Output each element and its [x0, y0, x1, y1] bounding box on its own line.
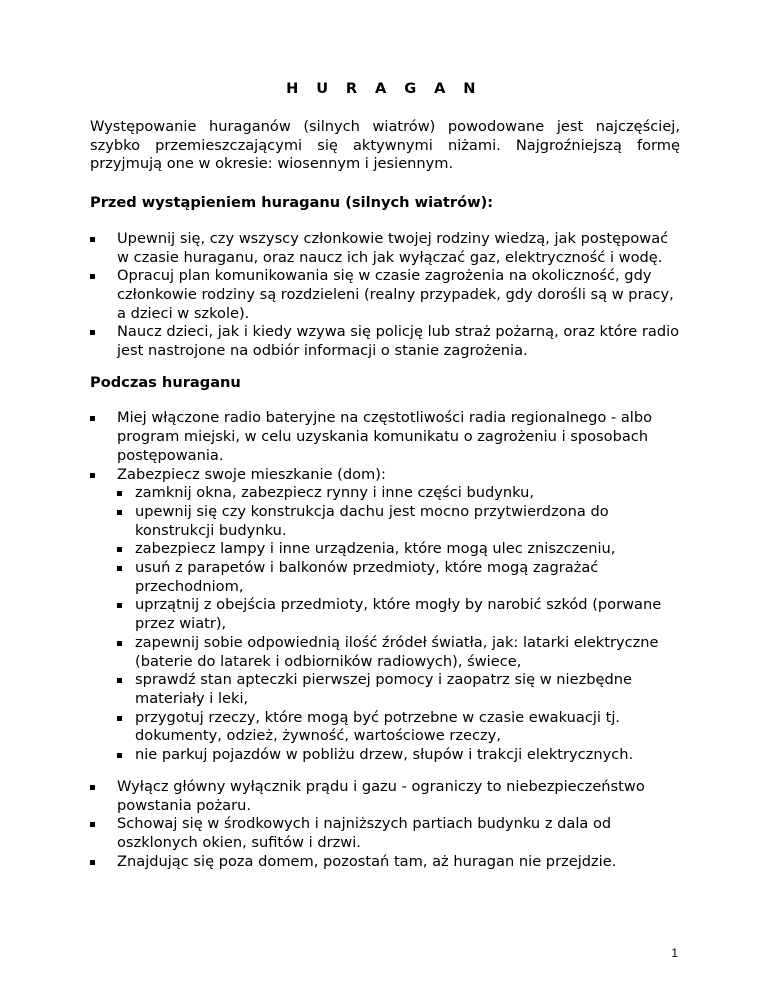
document-title: H U R A G A N	[286, 80, 482, 97]
sub-list-item-text: nie parkuj pojazdów w pobliżu drzew, słupów i trakcji elektrycznych.	[135, 746, 634, 764]
sub-list-item-text: upewnij się czy konstrukcja dachu jest mocno przytwierdzona do konstrukcji budynku.	[135, 502, 609, 539]
section-before-heading: Przed wystąpieniem huraganu (silnych wiatrów):	[90, 194, 494, 212]
document-body	[90, 118, 680, 884]
bullet-icon	[90, 785, 95, 790]
list-item	[90, 409, 680, 465]
section-during-heading: Podczas huraganu	[90, 373, 241, 391]
bullet-icon	[90, 274, 95, 279]
sub-list-item	[117, 484, 680, 503]
list-item-text: Opracuj plan komunikowania się w czasie zagrożenia na okoliczność, gdy członkowie rodziny są rozdzieleni (realny przypadek, gdy dorośli są w pracy, a dzieci w szkole).	[117, 267, 674, 322]
sub-list-item-text: uprzątnij z obejścia przedmioty, które mogły by narobić szkód (porwane przez wiatr),	[135, 596, 662, 633]
bullet-icon	[117, 491, 122, 496]
bullet-icon	[117, 753, 122, 758]
list-item-text: Miej włączone radio bateryjne na częstotliwości radia regionalnego - albo program miejski, w celu uzyskania komunikatu o zagrożeniu i sposobach postępowania.	[117, 409, 653, 464]
list-item-text: Upewnij się, czy wszyscy członkowie twojej rodziny wiedzą, jak postępować w czasie huraganu, oraz naucz ich jak wyłączać gaz, elektryczność i wodę.	[117, 229, 669, 266]
sub-list-item	[117, 634, 680, 671]
bullet-icon	[90, 330, 95, 335]
list-item-text: Znajdując się poza domem, pozostań tam, aż huragan nie przejdzie.	[117, 852, 617, 870]
list-item	[90, 815, 680, 852]
list-item	[90, 466, 680, 765]
sub-list-item	[117, 709, 680, 746]
secure-subitems-list	[117, 484, 680, 765]
bullet-icon	[90, 822, 95, 827]
list-item	[90, 230, 680, 267]
sub-list-item	[117, 503, 680, 540]
sub-list-item	[117, 596, 680, 633]
sub-list-item	[117, 746, 680, 765]
page-number: 1	[671, 946, 678, 960]
list-item	[90, 267, 680, 323]
list-item-text: Wyłącz główny wyłącznik prądu i gazu - ograniczy to niebezpieczeństwo powstania pożaru.	[117, 777, 645, 814]
sub-list-item-text: zapewnij sobie odpowiednią ilość źródeł światła, jak: latarki elektryczne (baterie do latarek i odbiorników radiowych), świece,	[135, 633, 659, 670]
list-item-text: Zabezpiecz swoje mieszkanie (dom):	[117, 465, 386, 483]
bullet-icon	[117, 603, 122, 608]
bullet-icon	[117, 547, 122, 552]
sub-list-item-text: usuń z parapetów i balkonów przedmioty, które mogą zagrażać przechodniom,	[135, 559, 599, 595]
list-item	[90, 778, 680, 815]
bullet-icon	[90, 860, 95, 865]
bullet-icon	[90, 416, 95, 421]
sub-list-item-text: zabezpiecz lampy i inne urządzenia, które mogą ulec zniszczeniu,	[135, 540, 616, 558]
sub-list-item	[117, 540, 680, 559]
sub-list-item-text: sprawdź stan apteczki pierwszej pomocy i zaopatrz się w niezbędne materiały i leki,	[135, 671, 632, 707]
list-item-text: Schowaj się w środkowych i najniższych partiach budynku z dala od oszklonych okien, sufitów i drzwi.	[117, 815, 612, 851]
sub-list-item-text: przygotuj rzeczy, które mogą być potrzebne w czasie ewakuacji tj. dokumenty, odzież, żywność, wartościowe rzeczy,	[135, 708, 621, 745]
bullet-icon	[117, 566, 122, 571]
bullet-icon	[90, 473, 95, 478]
intro-paragraph: Występowanie huraganów (silnych wiatrów) powodowane jest najczęściej, szybko przemieszczającymi się aktywnymi niżami. Najgroźniejszą formę przyjmują one w okresie: wiosennym i jesiennym.	[90, 118, 680, 173]
sub-list-item-text: zamknij okna, zabezpiecz rynny i inne części budynku,	[135, 484, 535, 502]
section-before-list	[90, 230, 680, 361]
bullet-icon	[117, 716, 122, 721]
bullet-icon	[117, 641, 122, 646]
bullet-icon	[117, 510, 122, 515]
list-item	[90, 853, 680, 872]
list-item-text: Naucz dzieci, jak i kiedy wzywa się policję lub straż pożarną, oraz które radio jest nastrojone na odbiór informacji o stanie zagrożenia.	[117, 323, 680, 360]
sub-list-item	[117, 671, 680, 708]
sub-list-item	[117, 559, 680, 596]
bullet-icon	[117, 678, 122, 683]
bullet-icon	[90, 237, 95, 242]
list-item	[90, 323, 680, 360]
section-during-list	[90, 409, 680, 871]
